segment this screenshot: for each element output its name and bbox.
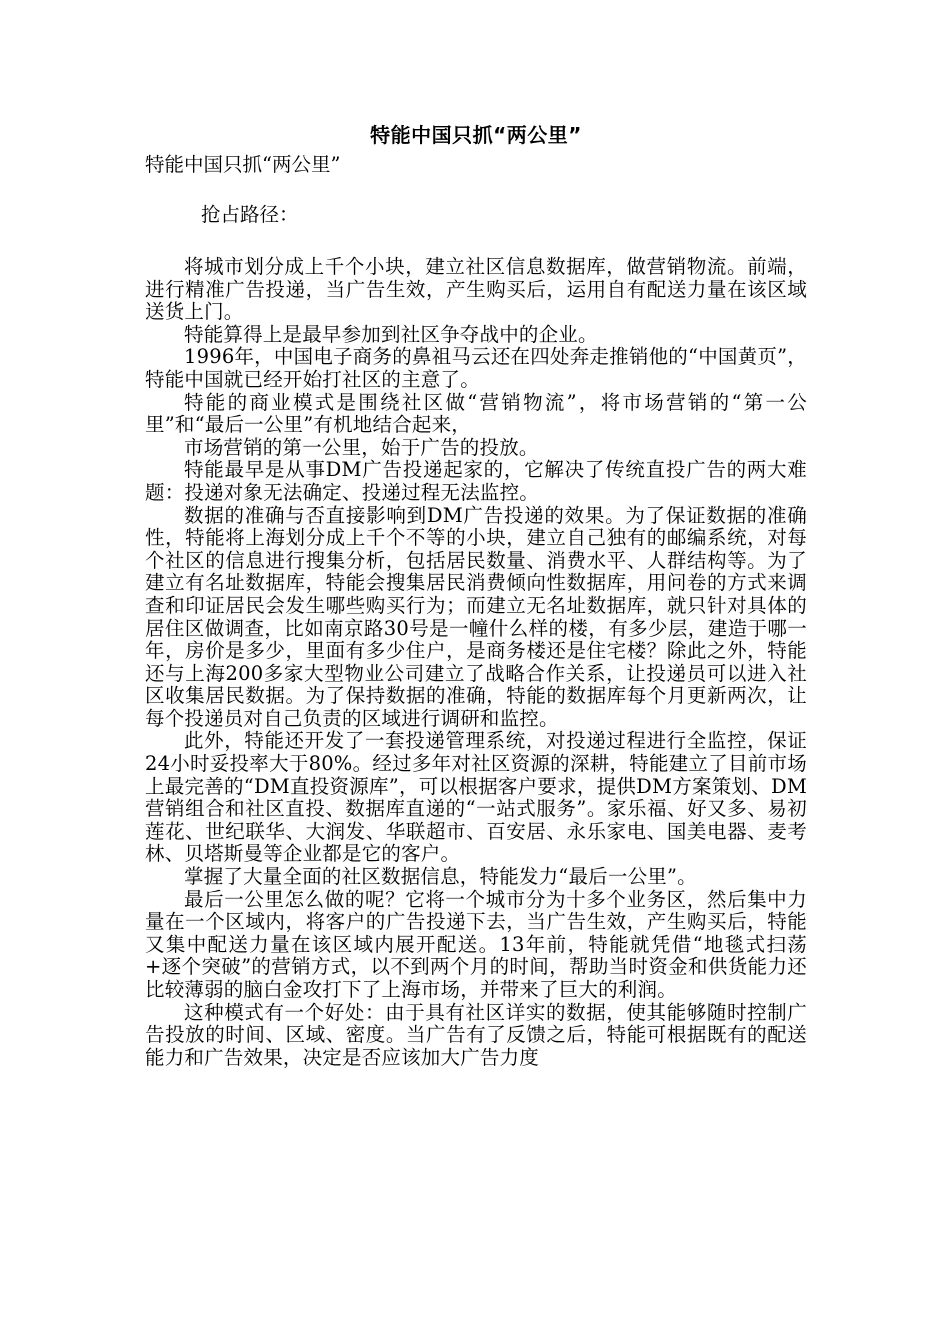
document-title: 特能中国只抓“两公里” [370, 123, 582, 147]
paragraph: 1996年，中国电子商务的鼻祖马云还在四处奔走推销他的“中国黄页”，特能中国就已经开始打社区的主意了。 [145, 345, 807, 391]
paragraph: 此外，特能还开发了一套投递管理系统，对投递过程进行全监控，保证24小时妥投率大于80%。经过多年对社区资源的深耕，特能建立了目前市场上最完善的“DM直投资源库”，可以根据客户要求，提供DM方案策划、DM营销组合和社区直投、数据库直递的“一站式服务”。家乐福、好又多、易初莲花、世纪联华、大润发、华联超市、百安居、永乐家电、国美电器、麦考林、贝塔斯曼等企业都是它的客户。 [145, 729, 807, 866]
paragraph: 特能最早是从事DM广告投递起家的，它解决了传统直投广告的两大难题：投递对象无法确定、投递过程无法监控。 [145, 458, 807, 504]
section-label: 抢占路径： [201, 203, 299, 226]
paragraph: 将城市划分成上千个小块，建立社区信息数据库，做营销物流。前端，进行精准广告投递，当广告生效，产生购买后，运用自有配送力量在该区域送货上门。 [145, 255, 807, 324]
paragraph: 掌握了大量全面的社区数据信息，特能发力“最后一公里”。 [184, 865, 697, 889]
paragraph: 数据的准确与否直接影响到DM广告投递的效果。为了保证数据的准确性，特能将上海划分成上千个不等的小块，建立自己独有的邮编系统，对每个社区的信息进行搜集分析，包括居民数量、消费水平、人群结构等。为了建立有名址数据库，特能会搜集居民消费倾向性数据库，用问卷的方式来调查和印证居民会发生哪些购买行为；而建立无名址数据库，就只针对具体的居住区做调查，比如南京路30号是一幢什么样的楼，有多少层，建造于哪一年，房价是多少，里面有多少住户，是商务楼还是住宅楼？除此之外，特能还与上海200多家大型物业公司建立了战略合作关系，让投递员可以进入社区收集居民数据。为了保持数据的准确，特能的数据库每个月更新两次，让每个投递员对自己负责的区域进行调研和监控。 [145, 503, 807, 730]
paragraph: 这种模式有一个好处：由于具有社区详实的数据，使其能够随时控制广告投放的时间、区域、密度。当广告有了反馈之后，特能可根据既有的配送能力和广告效果，决定是否应该加大广告力度 [145, 1000, 807, 1069]
document-page [145, 118, 807, 1069]
paragraph: 最后一公里怎么做的呢？它将一个城市分为十多个业务区，然后集中力量在一个区域内，将客户的广告投递下去，当广告生效，产生购买后，特能又集中配送力量在该区域内展开配送。13年前，特能就凭借“地毯式扫荡+逐个突破”的营销方式，以不到两个月的时间，帮助当时资金和供货能力还比较薄弱的脑白金攻打下了上海市场，并带来了巨大的利润。 [145, 887, 807, 1001]
paragraph: 市场营销的第一公里，始于广告的投放。 [184, 435, 539, 459]
paragraph: 特能算得上是最早参加到社区争夺战中的企业。 [184, 322, 598, 346]
document-body [145, 256, 807, 1069]
document-subtitle: 特能中国只抓“两公里” [145, 153, 341, 176]
paragraph: 特能的商业模式是围绕社区做“营销物流”，将市场营销的“第一公里”和“最后一公里”有机地结合起来， [145, 390, 807, 437]
